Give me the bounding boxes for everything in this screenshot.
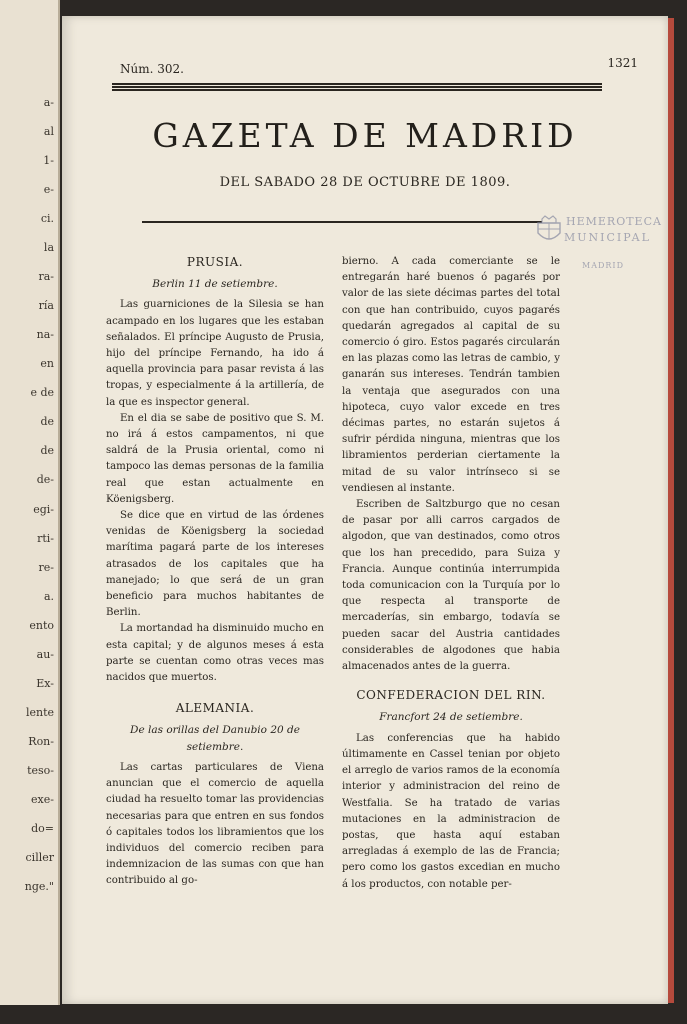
article-paragraph: Se dice que en virtud de las órdenes venidas de Köenigsberg la sociedad marítima pagará parte de los intereses atrasados de los capitales que ha manejado; lo que será de un gran beneficio para muchos habitantes de Berlin.	[106, 510, 324, 619]
left-page-fragment: 1-	[43, 154, 54, 168]
left-page-fragment: nge."	[24, 880, 54, 893]
page-number: 1321	[607, 56, 638, 70]
issue-number: Núm. 302.	[120, 62, 184, 76]
left-page-fragment: do=	[31, 821, 54, 835]
left-page-fragment: ci.	[40, 212, 54, 226]
newspaper-page	[62, 16, 668, 1004]
left-page-fragment: Ron-	[28, 734, 54, 748]
header-rule	[112, 82, 602, 91]
left-page-fragment: teso-	[27, 763, 54, 777]
crest-icon	[532, 213, 566, 247]
masthead-title: GAZETA DE MADRID	[152, 116, 578, 155]
dateline-berlin: Berlin 11 de setiembre.	[152, 278, 278, 291]
left-page-fragment: exe-	[31, 792, 54, 806]
article-paragraph: bierno. A cada comerciante se le entregarán haré buenos ó pagarés por valor de las siete décimas partes del total con que han contribuido, cuyos pagarés quedarán agregados al capital de su comercio ó giro. Estos pagarés circularán en las plazas como las letras de cambio, y ganarán sus intereses. Tendrán tambien la ventaja que asegurados con una hipoteca, cuyo valor excede en tres décimas partes, no estarán sujetos á sufrir pérdida ninguna, mientras que los libramientos perderian ciertamente la mitad de su valor intrínseco si se vendiesen al instante.	[342, 256, 560, 494]
left-page-fragment: de-	[36, 473, 54, 487]
left-page-fragment: Ex-	[36, 676, 54, 690]
article-paragraph: La mortandad ha disminuido mucho en esta capital; y de algunos meses á esta parte se cuentan como otras veces mas nacidos que muertos.	[106, 623, 324, 684]
article-paragraph: En el dia se sabe de positivo que S. M. no irá á estos campamentos, ni que saldrá de la Prusia oriental, como ni tampoco las demas personas de la familia real que estan actualmente en Köenigsberg.	[106, 412, 324, 505]
page-red-edge	[668, 18, 674, 1003]
section-heading-prusia: PRUSIA.	[186, 255, 244, 269]
left-page-fragment: na-	[36, 328, 54, 342]
article-paragraph: Las guarniciones de la Silesia se han acampado en los lugares que les estaban señalados. El príncipe Augusto de Prusia, hijo del príncipe Fernando, ha ido á aquella provincia para pasar revista á las tropas, y especialmente á la artillería, de la que es inspector general.	[106, 299, 324, 408]
left-column	[106, 246, 324, 890]
left-page-fragment: ra-	[38, 270, 54, 284]
left-page-fragment: la	[43, 241, 54, 255]
issue-date: DEL SABADO 28 DE OCTUBRE DE 1809.	[219, 175, 511, 190]
dateline-danubio: De las orillas del Danubio 20 de setiembre.	[130, 724, 300, 753]
article-paragraph: Las cartas particulares de Viena anuncian que el comercio de aquella ciudad ha resuelto tomar las providencias necesarias para que entren en sus fondos ó capitales todos los libramientos que los individuos del comercio reciben para indemnizacion de las sumas con que han contribuido al go-	[106, 761, 324, 887]
left-page-fragment: rti-	[37, 531, 54, 545]
date-rule	[142, 221, 542, 223]
left-page-fragment: ría	[38, 299, 54, 313]
left-page-fragment: au-	[36, 647, 54, 661]
left-page-fragment: al	[43, 125, 54, 139]
stamp-line-1: HEMEROTECA	[566, 215, 662, 228]
left-page-fragment: en	[40, 357, 54, 371]
article-paragraph: Escriben de Saltzburgo que no cesan de pasar por alli carros cargados de algodon, que van destinados, como otros que los han precedido, para Suiza y Francia. Aunque continúa interrumpida toda comunicacion con la Turquía por lo que respecta al transporte de mercaderías, sin embargo, todavía se pueden sacar del Austria cantidades considerables de algodones que habia almacenados antes de la guerra.	[342, 499, 560, 673]
section-heading-alemania: ALEMANIA.	[175, 701, 255, 716]
left-page-fragment: de	[40, 444, 54, 458]
left-page-fragment: a.	[43, 589, 54, 603]
right-column	[342, 254, 560, 893]
left-page-edge	[0, 0, 60, 1005]
left-page-fragment: e de	[30, 386, 54, 400]
stamp-line-3: MADRID	[582, 261, 624, 270]
left-page-fragment: de	[40, 415, 54, 429]
left-page-fragment: a-	[43, 96, 54, 109]
left-page-fragment: egi-	[33, 502, 54, 516]
left-page-fragment: ento	[29, 618, 54, 632]
left-page-fragment: ciller	[25, 850, 54, 864]
left-page-fragment: lente	[25, 705, 54, 719]
article-paragraph: Las conferencias que ha habido últimamente en Cassel tenian por objeto el arreglo de varios ramos de la economía interior y administracion del reino de Westfalia. Se ha tratado de varias mutaciones en la administracion de postas, que hasta aquí estaban arregladas á exemplo de las de Francia; pero como los gastos excedian en mucho á los productos, con notable per-	[342, 732, 560, 890]
stamp-line-2: MUNICIPAL	[564, 231, 651, 244]
left-page-fragment: e-	[43, 183, 54, 197]
dateline-francfort: Francfort 24 de setiembre.	[379, 711, 523, 724]
section-heading-confederacion: CONFEDERACION DEL RIN.	[356, 688, 546, 703]
left-page-fragment: re-	[38, 560, 54, 574]
